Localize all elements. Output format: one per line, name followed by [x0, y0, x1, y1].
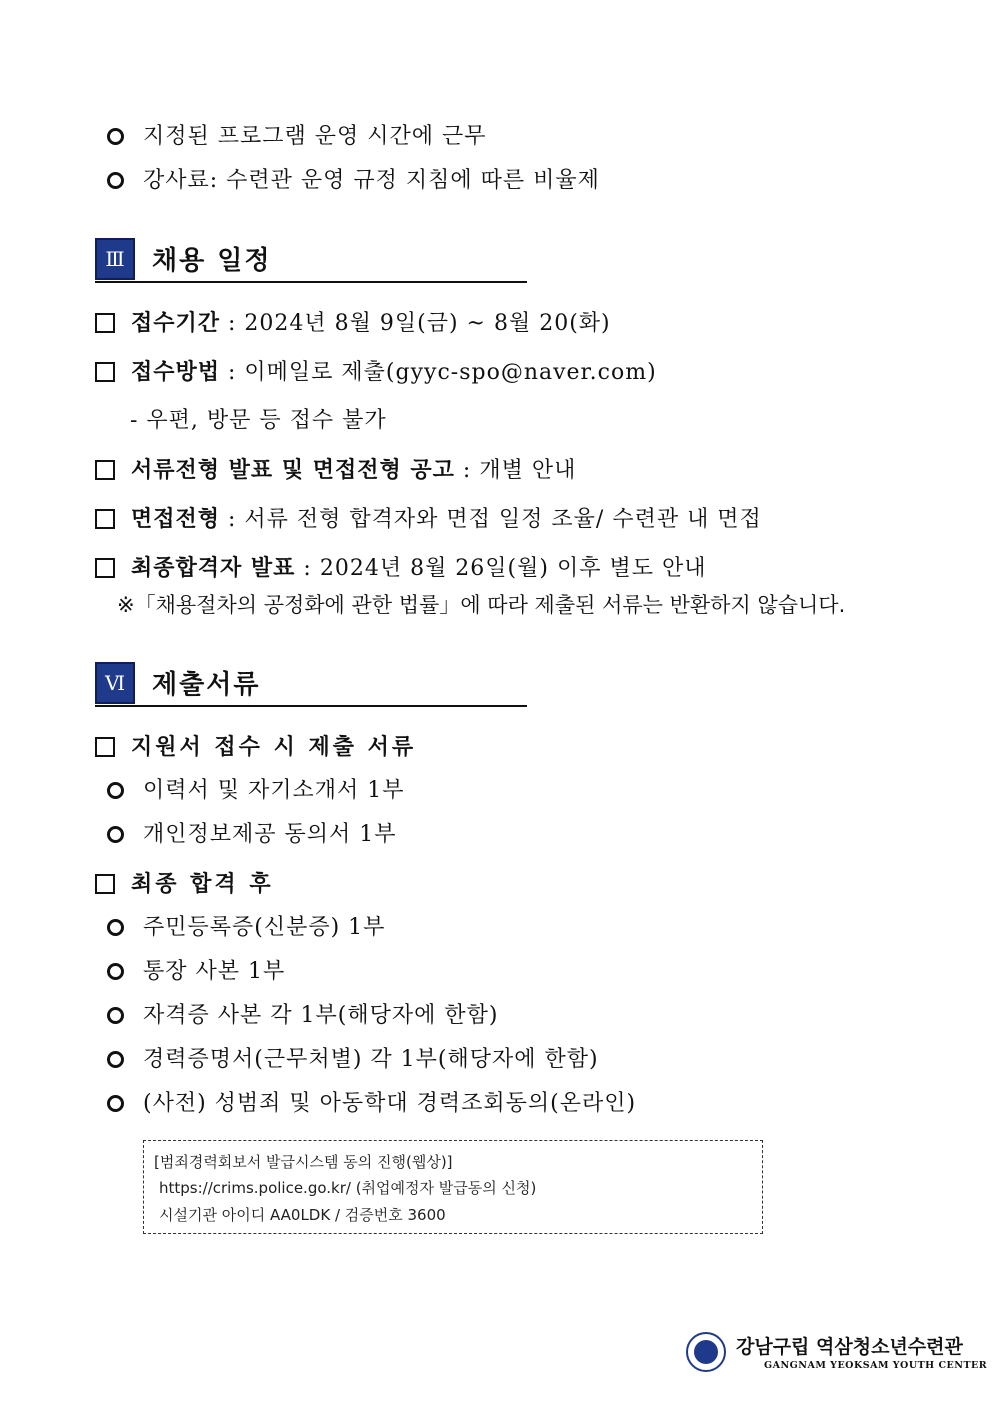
checkbox-bullet-icon — [95, 313, 115, 333]
circle-bullet-icon — [107, 1007, 124, 1024]
checkbox-bullet-icon — [95, 558, 115, 578]
item-detail: : 서류 전형 합격자와 면접 일정 조율/ 수련관 내 면접 — [220, 507, 762, 532]
section-underline — [95, 281, 527, 283]
checkbox-bullet-icon — [95, 362, 115, 382]
list-item-text: 강사료: 수련관 운영 규정 지침에 따른 비율제 — [143, 168, 600, 193]
circle-bullet-icon — [107, 963, 124, 980]
circle-bullet-icon — [107, 1051, 124, 1068]
section-number-badge: Ⅲ — [95, 238, 135, 280]
note-line: [범죄경력회보서 발급시스템 동의 진행(웹상)] — [154, 1153, 453, 1171]
item-heading: 최종합격자 발표 — [131, 555, 296, 581]
checkbox-bullet-icon — [95, 874, 115, 894]
circle-bullet-icon — [107, 826, 124, 843]
note-line: 시설기관 아이디 AA0LDK / 검증번호 3600 — [159, 1206, 446, 1224]
circle-bullet-icon — [107, 172, 124, 189]
item-heading: 접수기간 — [131, 310, 221, 336]
checkbox-bullet-icon — [95, 509, 115, 529]
item-heading: 접수방법 — [131, 359, 221, 385]
item-detail: : 2024년 8월 9일(금) ~ 8월 20(화) — [220, 311, 611, 336]
section-title: 채용 일정 — [152, 246, 272, 276]
section-header-documents — [95, 662, 527, 704]
organization-name-en: GANGNAM YEOKSAM YOUTH CENTER — [764, 1360, 988, 1371]
section-title: 제출서류 — [152, 670, 261, 700]
seal-icon — [686, 1332, 726, 1372]
item-heading: 면접전형 — [131, 506, 221, 532]
note-url: https://crims.police.go.kr/ (취업예정자 발급동의 신청) — [159, 1179, 537, 1197]
checkbox-bullet-icon — [95, 737, 115, 757]
item-detail: : 개별 안내 — [454, 458, 577, 483]
item-detail: : 2024년 8월 26일(월) 이후 별도 안내 — [295, 556, 707, 581]
circle-bullet-icon — [107, 1095, 124, 1112]
criminal-record-note-box — [143, 1140, 763, 1234]
legal-footnote: ※「채용절차의 공정화에 관한 법률」에 따라 제출된 서류는 반환하지 않습니다. — [117, 593, 846, 617]
list-item-text: 지정된 프로그램 운영 시간에 근무 — [143, 124, 487, 149]
section-header-schedule — [95, 238, 527, 280]
organization-logo — [686, 1330, 988, 1380]
item-heading: 서류전형 발표 및 면접전형 공고 — [131, 457, 455, 483]
sub-note: - 우편, 방문 등 접수 불가 — [130, 408, 387, 433]
circle-bullet-icon — [107, 782, 124, 799]
circle-bullet-icon — [107, 919, 124, 936]
item-detail: : 이메일로 제출(gyyc-spo@naver.com) — [220, 360, 657, 385]
section-number-badge: Ⅵ — [95, 662, 135, 704]
checkbox-bullet-icon — [95, 460, 115, 480]
section-underline — [95, 705, 527, 707]
circle-bullet-icon — [107, 128, 124, 145]
organization-name-kr: 강남구립 역삼청소년수련관 — [736, 1336, 963, 1358]
